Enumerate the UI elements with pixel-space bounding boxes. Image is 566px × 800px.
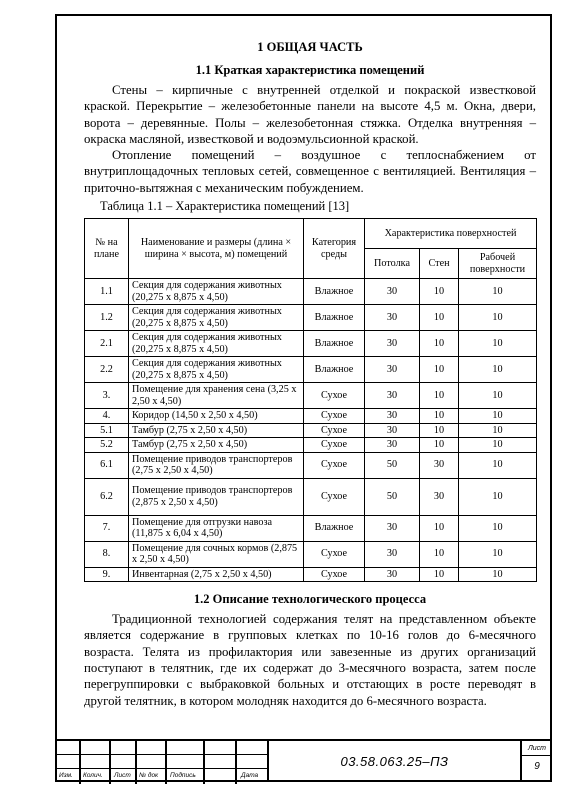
header-num: № на плане	[85, 219, 129, 279]
document-body	[84, 40, 536, 709]
paragraph-process: Традиционной технологией содержания телят на представленном объекте является содержание в групповых клетках по 10-16 голов до 6-месячного возраста. Телята из профилактория или завезенные из других организаций поступают в телятник, где их содержат до 3-месячного возраста, затем после перегруппировки с выбраковкой больных и отстающих в росте переводят в другой телятник, в котором молодняк находится до 6-месячного возраста.	[84, 612, 536, 708]
cell-category: Сухое	[304, 409, 365, 424]
table-row	[85, 515, 537, 541]
table-row	[85, 383, 537, 409]
cell-category: Сухое	[304, 541, 365, 567]
cell-ceiling: 50	[365, 478, 420, 515]
cell-name: Помещение для отгрузки навоза (11,875 х 6,04 х 4,50)	[129, 515, 304, 541]
cell-num: 1.1	[85, 279, 129, 305]
cell-walls: 10	[420, 357, 459, 383]
cell-name: Помещение для хранения сена (3,25 х 2,50 х 4,50)	[129, 383, 304, 409]
cell-category: Сухое	[304, 438, 365, 453]
cell-category: Сухое	[304, 567, 365, 582]
cell-work: 10	[459, 357, 537, 383]
cell-work: 10	[459, 331, 537, 357]
cell-walls: 10	[420, 515, 459, 541]
cell-num: 5.1	[85, 423, 129, 438]
cell-walls: 10	[420, 409, 459, 424]
table-row	[85, 438, 537, 453]
cell-category: Влажное	[304, 305, 365, 331]
cell-num: 4.	[85, 409, 129, 424]
cell-category: Сухое	[304, 478, 365, 515]
cell-num: 9.	[85, 567, 129, 582]
cell-ceiling: 30	[365, 438, 420, 453]
header-category: Категория среды	[304, 219, 365, 279]
table-row	[85, 331, 537, 357]
label-change: Изм.	[59, 772, 73, 779]
cell-num: 5.2	[85, 438, 129, 453]
cell-work: 10	[459, 383, 537, 409]
cell-ceiling: 30	[365, 423, 420, 438]
cell-category: Сухое	[304, 383, 365, 409]
cell-num: 2.1	[85, 331, 129, 357]
cell-category: Влажное	[304, 357, 365, 383]
cell-ceiling: 30	[365, 567, 420, 582]
header-surfaces: Характеристика поверхностей	[365, 219, 537, 249]
cell-num: 2.2	[85, 357, 129, 383]
cell-ceiling: 30	[365, 409, 420, 424]
cell-name: Коридор (14,50 х 2,50 х 4,50)	[129, 409, 304, 424]
sheet-number: 9	[534, 761, 540, 772]
label-count: Колич.	[83, 772, 103, 779]
cell-walls: 10	[420, 541, 459, 567]
paragraph-heating: Отопление помещений – воздушное с теплоснабжением от внутриплощадочных тепловых сетей, совмещенное с вентиляцией. Вентиляция – приточно-вытяжная с механическим побуждением.	[84, 148, 536, 195]
table-row	[85, 279, 537, 305]
cell-name: Секция для содержания животных (20,275 х 8,875 х 4,50)	[129, 305, 304, 331]
cell-walls: 10	[420, 383, 459, 409]
cell-walls: 30	[420, 452, 459, 478]
cell-work: 10	[459, 541, 537, 567]
cell-name: Инвентарная (2,75 х 2,50 х 4,50)	[129, 567, 304, 582]
cell-num: 6.2	[85, 478, 129, 515]
cell-work: 10	[459, 438, 537, 453]
label-doc: № док	[139, 772, 159, 779]
cell-work: 10	[459, 423, 537, 438]
cell-category: Влажное	[304, 515, 365, 541]
sheet-box	[520, 739, 552, 782]
cell-ceiling: 30	[365, 357, 420, 383]
table-row	[85, 357, 537, 383]
cell-work: 10	[459, 305, 537, 331]
cell-num: 3.	[85, 383, 129, 409]
document-number: 03.58.063.25–ПЗ	[267, 739, 520, 782]
cell-ceiling: 30	[365, 383, 420, 409]
cell-num: 6.1	[85, 452, 129, 478]
cell-ceiling: 30	[365, 515, 420, 541]
cell-ceiling: 30	[365, 541, 420, 567]
cell-ceiling: 30	[365, 331, 420, 357]
cell-category: Сухое	[304, 452, 365, 478]
cell-walls: 10	[420, 331, 459, 357]
cell-work: 10	[459, 409, 537, 424]
cell-category: Влажное	[304, 331, 365, 357]
table-row	[85, 541, 537, 567]
table-row	[85, 409, 537, 424]
cell-walls: 10	[420, 279, 459, 305]
table-row	[85, 423, 537, 438]
title-block	[55, 739, 552, 782]
cell-ceiling: 30	[365, 279, 420, 305]
cell-num: 8.	[85, 541, 129, 567]
table-row	[85, 452, 537, 478]
header-walls: Стен	[420, 249, 459, 279]
cell-category: Влажное	[304, 279, 365, 305]
cell-name: Секция для содержания животных (20,275 х 8,875 х 4,50)	[129, 331, 304, 357]
cell-walls: 10	[420, 438, 459, 453]
cell-work: 10	[459, 478, 537, 515]
cell-name: Помещение приводов транспортеров (2,875 х 2,50 х 4,50)	[129, 478, 304, 515]
cell-walls: 10	[420, 423, 459, 438]
table-row	[85, 305, 537, 331]
cell-ceiling: 30	[365, 305, 420, 331]
cell-name: Секция для содержания животных (20,275 х 8,875 х 4,50)	[129, 357, 304, 383]
cell-name: Помещение приводов транспортеров (2,75 х 2,50 х 4,50)	[129, 452, 304, 478]
cell-walls: 10	[420, 567, 459, 582]
table-caption: Таблица 1.1 – Характеристика помещений [13]	[100, 199, 350, 214]
header-ceiling: Потолка	[365, 249, 420, 279]
paragraph-walls: Стены – кирпичные с внутренней отделкой и покраской известковой краской. Перекрытие – железобетонные панели на высоте 4,5 м. Окна, двери, ворота – деревянные. Полы – железобетонная стяжка. Отделка внутренняя – окраска масляной, известковой и водоэмульсионной краской.	[84, 83, 536, 146]
rooms-table	[84, 218, 537, 582]
table-row	[85, 567, 537, 582]
cell-num: 7.	[85, 515, 129, 541]
cell-work: 10	[459, 279, 537, 305]
revision-grid	[55, 739, 267, 782]
cell-name: Тамбур (2,75 х 2,50 х 4,50)	[129, 438, 304, 453]
section-title: 1 ОБЩАЯ ЧАСТЬ	[257, 40, 363, 54]
cell-work: 10	[459, 567, 537, 582]
cell-walls: 30	[420, 478, 459, 515]
cell-name: Тамбур (2,75 х 2,50 х 4,50)	[129, 423, 304, 438]
header-name: Наименование и размеры (длина × ширина × высота, м) помещений	[129, 219, 304, 279]
cell-num: 1.2	[85, 305, 129, 331]
cell-name: Секция для содержания животных (20,275 х 8,875 х 4,50)	[129, 279, 304, 305]
cell-category: Сухое	[304, 423, 365, 438]
table-row	[85, 478, 537, 515]
cell-work: 10	[459, 515, 537, 541]
cell-ceiling: 50	[365, 452, 420, 478]
subsection-title: 1.1 Краткая характеристика помещений	[195, 63, 425, 77]
cell-name: Помещение для сочных кормов (2,875 х 2,50 х 4,50)	[129, 541, 304, 567]
cell-walls: 10	[420, 305, 459, 331]
label-date: Дата	[241, 772, 259, 779]
label-sheet: Лист	[114, 772, 131, 779]
label-signature: Подпись	[170, 772, 196, 779]
sheet-label: Лист	[527, 745, 547, 752]
subsection-title-process: 1.2 Описание технологического процесса	[193, 592, 427, 607]
header-work-surface: Рабочей поверхности	[459, 249, 537, 279]
cell-work: 10	[459, 452, 537, 478]
